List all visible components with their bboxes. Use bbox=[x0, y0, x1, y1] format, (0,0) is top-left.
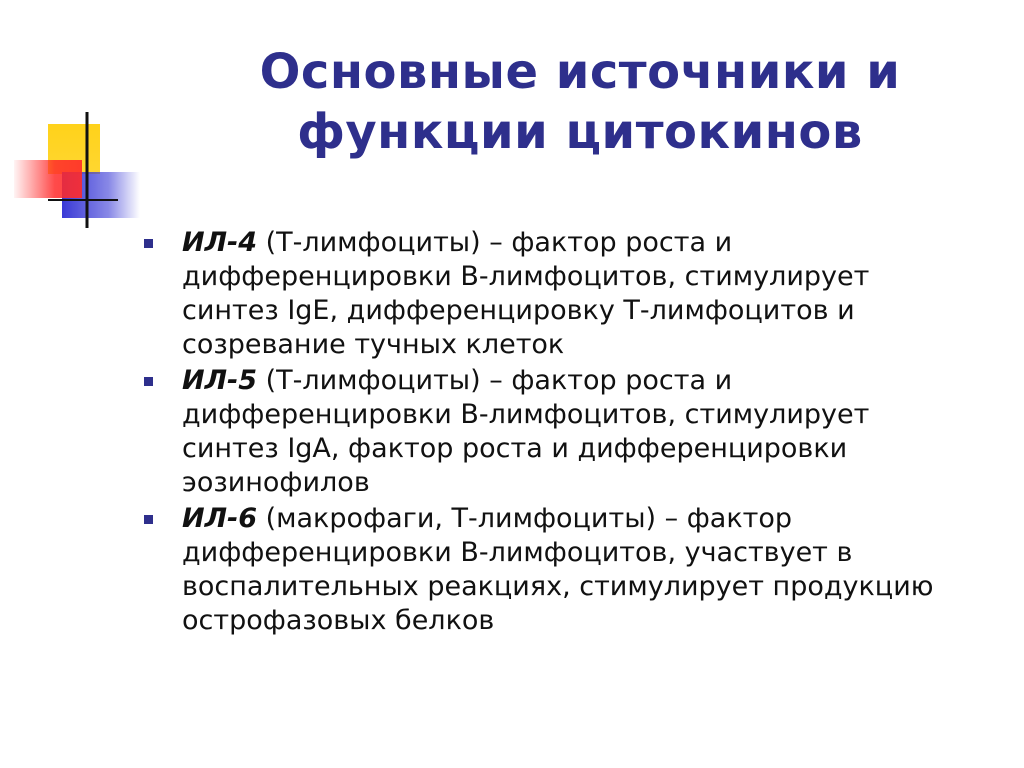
slide-title bbox=[150, 42, 1010, 162]
square-bullet-icon bbox=[144, 377, 153, 386]
item-label: ИЛ-4 bbox=[182, 227, 258, 258]
red-square bbox=[14, 160, 82, 198]
item-label: ИЛ-5 bbox=[182, 365, 258, 396]
bullet-list bbox=[140, 226, 970, 640]
item-text: (Т-лимфоциты) – фактор роста и дифференцировки В-лимфоцитов, стимулирует синтез IgA, фактор роста и дифференцировки эозинофилов bbox=[182, 365, 870, 498]
square-bullet-icon bbox=[144, 239, 153, 248]
title-line-2: функции цитокинов bbox=[297, 104, 863, 160]
item-label: ИЛ-6 bbox=[182, 503, 258, 534]
item-text: (Т-лимфоциты) – фактор роста и дифференцировки В-лимфоцитов, стимулирует синтез IgE, дифференцировку Т-лимфоцитов и созревание тучных клеток bbox=[182, 227, 870, 360]
list-item bbox=[140, 226, 970, 362]
decorative-squares bbox=[0, 0, 160, 240]
list-item bbox=[140, 364, 970, 500]
list-item bbox=[140, 502, 970, 638]
square-bullet-icon bbox=[144, 515, 153, 524]
item-text: (макрофаги, Т-лимфоциты) – фактор дифференцировки В-лимфоцитов, участвует в воспалительных реакциях, стимулирует продукцию острофазовых белков bbox=[182, 503, 934, 636]
title-line-1: Основные источники и bbox=[259, 44, 901, 100]
